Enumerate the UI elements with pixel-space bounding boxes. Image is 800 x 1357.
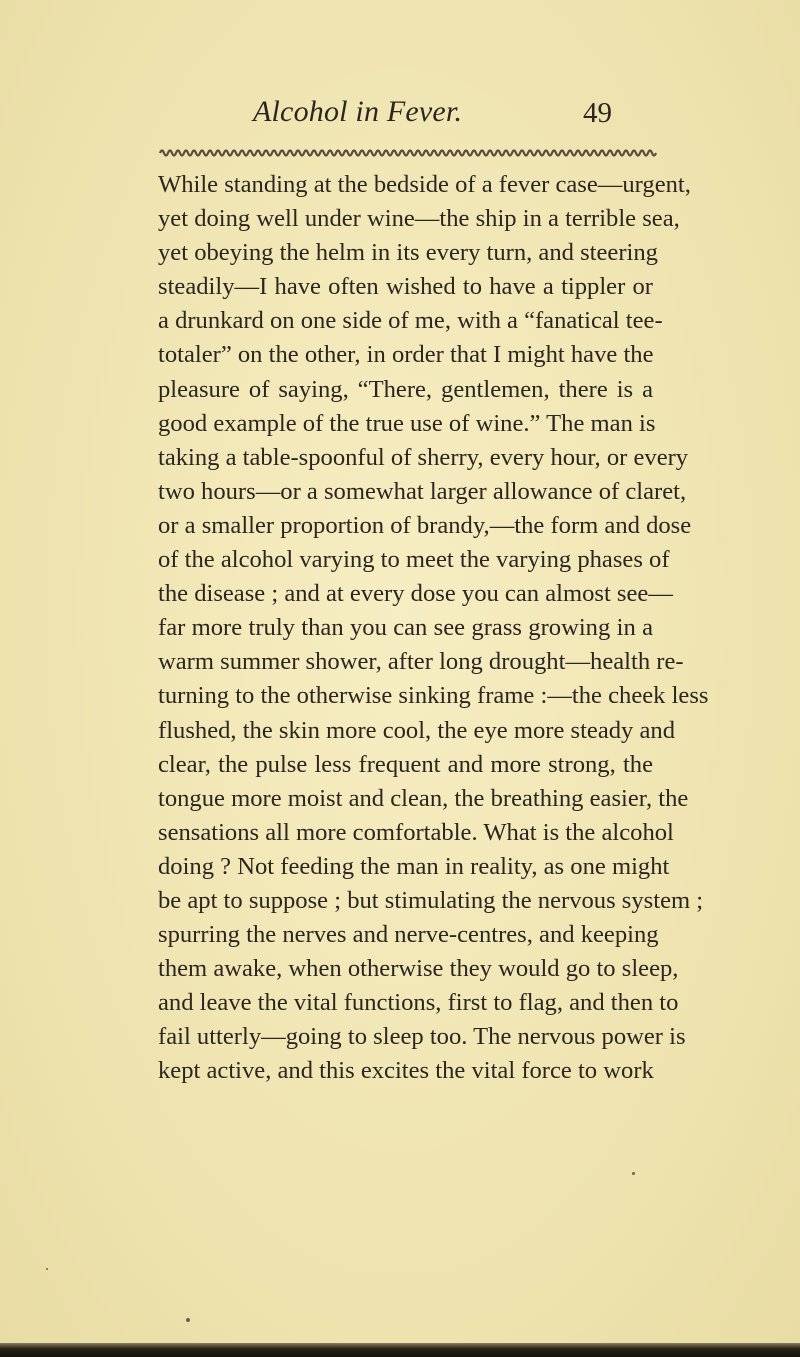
text-line: tongue more moist and clean, the breathing easier, the xyxy=(158,784,689,812)
text-line: two hours—or a somewhat larger allowance of claret, xyxy=(158,477,687,505)
text-line: turning to the otherwise sinking frame :—the cheek less xyxy=(158,682,709,710)
text-line: spurring the nerves and nerve-centres, and keeping xyxy=(158,921,659,949)
text-line: yet doing well under wine—the ship in a terrible sea, xyxy=(158,205,680,233)
text-line: sensations all more comfortable. What is the alcohol xyxy=(158,818,674,846)
text-line: yet obeying the helm in its every turn, and steering xyxy=(158,239,658,267)
running-head xyxy=(0,95,800,135)
text-line: and leave the vital functions, first to flag, and then to xyxy=(158,989,679,1017)
paper-speck xyxy=(632,1172,635,1175)
text-line: While standing at the bedside of a fever case—urgent, xyxy=(158,171,691,198)
text-line: fail utterly—going to sleep too. The nervous power is xyxy=(158,1023,686,1051)
text-line: of the alcohol varying to meet the varying phases of xyxy=(158,546,670,574)
text-line: or a smaller proportion of brandy,—the form and dose xyxy=(158,511,692,539)
text-line: warm summer shower, after long drought—health re- xyxy=(158,648,684,676)
running-title: Alcohol in Fever. xyxy=(253,95,463,128)
page-number: 49 xyxy=(583,97,612,129)
text-line: clear, the pulse less frequent and more strong, the xyxy=(158,750,653,778)
text-line: good example of the true use of wine.” The man is xyxy=(158,409,656,437)
text-line: be apt to suppose ; but stimulating the nervous system ; xyxy=(158,886,704,914)
text-line: kept active, and this excites the vital force to work xyxy=(158,1057,654,1085)
body-text xyxy=(158,168,709,1089)
text-line: taking a table-spoonful of sherry, every hour, or every xyxy=(158,443,689,471)
text-line: them awake, when otherwise they would go to sleep, xyxy=(158,955,679,983)
paper-speck xyxy=(46,1268,48,1270)
text-line: a drunkard on one side of me, with a “fanatical tee- xyxy=(158,307,663,335)
text-line: flushed, the skin more cool, the eye more steady and xyxy=(158,716,675,744)
page-bottom-edge xyxy=(0,1343,800,1357)
text-line: steadily—I have often wished to have a tippler or xyxy=(158,273,653,301)
text-line: the disease ; and at every dose you can almost see— xyxy=(158,580,673,608)
paper-speck xyxy=(186,1318,190,1322)
text-line: pleasure of saying, “There, gentlemen, there is a xyxy=(158,375,653,403)
text-line: far more truly than you can see grass growing in a xyxy=(158,614,653,642)
text-line: doing ? Not feeding the man in reality, as one might xyxy=(158,852,670,880)
text-line: totaler” on the other, in order that I might have the xyxy=(158,341,654,369)
wavy-rule-ornament xyxy=(160,146,654,160)
